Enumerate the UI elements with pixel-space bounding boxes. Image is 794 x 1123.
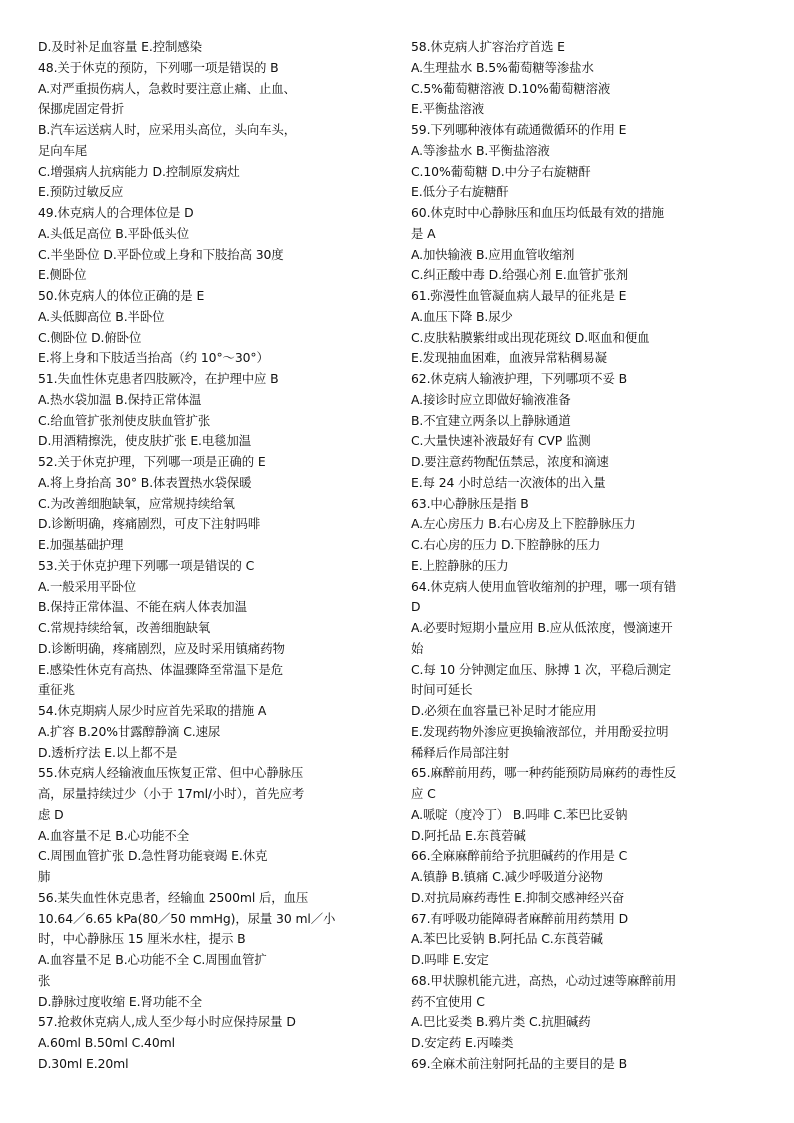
text-line: C.10%葡萄糖 D.中分子右旋糖酐 [411,163,591,179]
text-line: 58.休克病人扩容治疗首选 E [411,39,565,54]
text-line: 稀释后作局部注射 [411,744,510,760]
text-line: 10.64／6.65 kPa(80／50 mmHg)，尿量 30 ml／小 [38,910,336,926]
text-line: A.苯巴比妥钠 B.阿托品 C.东莨菪碱 [411,931,603,947]
text-line: 49.休克病人的合理体位是 D [38,205,194,220]
text-line: A.头低脚高位 B.半卧位 [38,308,165,324]
text-line: 53.关于休克护理下列哪一项是错误的 C [38,557,255,573]
text-line: 始 [411,640,424,656]
text-line: C.5%葡萄糖溶液 D.10%葡萄糖溶液 [411,80,611,96]
text-line: D.诊断明确，疼痛剧烈，可皮下注射吗啡 [38,516,261,532]
text-line: C.常规持续给氧，改善细胞缺氧 [38,620,211,635]
text-line: D.对抗局麻药毒性 E.抑制交感神经兴奋 [411,889,625,905]
text-line: 应 C [411,786,436,801]
text-line: C.皮肤粘膜紫绀或出现花斑纹 D.呕血和便血 [411,329,650,345]
text-line: A.等渗盐水 B.平衡盐溶液 [411,142,550,158]
text-line: D.诊断明确，疼痛剧烈，应及时采用镇痛药物 [38,640,285,656]
text-line: 药不宜使用 C [411,993,485,1009]
text-line: D.安定药 E.丙嗪类 [411,1035,514,1050]
text-line: A.加快输液 B.应用血管收缩剂 [411,246,575,262]
text-line: A.血容量不足 B.心功能不全 C.周围血管扩 [38,952,267,967]
text-line: 68.甲状腺机能亢进，高热，心动过速等麻醉前用 [411,972,677,988]
text-line: D.吗啡 E.安定 [411,952,489,967]
right-column [411,37,707,1075]
text-line: A.血容量不足 B.心功能不全 [38,827,189,843]
text-line: 65.麻醉前用药，哪一种药能预防局麻药的毒性反 [411,765,677,781]
text-line: C.纠正酸中毒 D.给强心剂 E.血管扩张剂 [411,267,628,283]
text-line: C.每 10 分钟测定血压、脉搏 1 次，平稳后测定 [411,661,672,677]
text-line: C.侧卧位 D.俯卧位 [38,329,142,345]
text-line: E.将上身和下肢适当抬高（约 10°～30°） [38,350,269,366]
text-line: D.要注意药物配伍禁忌，浓度和滴速 [411,454,609,469]
text-line: D [411,599,421,615]
text-line: 48.关于休克的预防，下列哪一项是错误的 B [38,59,279,75]
text-line: A.头低足高位 B.平卧低头位 [38,225,189,241]
text-line: 57.抢救休克病人,成人至少每小时应保持尿量 D [38,1014,296,1030]
text-line: E.发现药物外渗应更换输液部位，并用酚妥拉明 [411,723,669,739]
text-line: C.为改善细胞缺氧，应常规持续给氧 [38,495,235,511]
text-line: D.及时补足血容量 E.控制感染 [38,39,202,54]
text-line: D.用酒精擦洗，使皮肤扩张 E.电毯加温 [38,433,252,449]
text-line: 50.休克病人的体位正确的是 E [38,288,205,303]
text-line: C.增强病人抗病能力 D.控制原发病灶 [38,163,240,179]
text-line: 保挪虎固定骨折 [38,101,125,117]
text-line: 67.有呼吸功能障碍者麻醉前用药禁用 D [411,910,629,926]
left-column [38,37,334,1075]
text-line: A.对严重损伤病人，急救时要注意止痛、止血、 [38,80,296,96]
text-line: 重征兆 [38,682,75,698]
text-line: E.发现抽血困难，血液异常粘稠易凝 [411,350,607,366]
text-line: B.保持正常体温、不能在病人体表加温 [38,599,247,615]
text-line: 63.中心静脉压是指 B [411,495,529,511]
text-line: A.巴比妥类 B.鸦片类 C.抗胆碱药 [411,1014,591,1030]
text-line: A.将上身抬高 30° B.体表置热水袋保暖 [38,474,252,490]
text-line: 54.休克期病人尿少时应首先采取的措施 A [38,703,267,718]
text-line: A.生理盐水 B.5%葡萄糖等渗盐水 [411,59,594,75]
text-line: A.60ml B.50ml C.40ml [38,1035,175,1050]
text-line: B.汽车运送病人时，应采用头高位，头向车头， [38,122,297,137]
text-line: 52.关于休克护理，下列哪一项是正确的 E [38,454,266,469]
text-line: E.每 24 小时总结一次液体的出入量 [411,474,606,490]
text-line: 时间可延长 [411,682,473,698]
text-line: 肺 [38,869,51,884]
text-line: A.哌啶（度冷丁） B.吗啡 C.苯巴比妥钠 [411,806,628,822]
text-line: 64.休克病人使用血管收缩剂的护理，哪一项有错 [411,578,677,594]
text-line: E.低分子右旋糖酐 [411,184,509,200]
text-line: C.给血管扩张剂使皮肤血管扩张 [38,412,211,428]
text-line: 51.失血性休克患者四肢厥冷，在护理中应 B [38,371,279,386]
text-line: 55.休克病人经输液血压恢复正常、但中心静脉压 [38,765,304,781]
text-line: D.透析疗法 E.以上都不是 [38,744,178,760]
text-line: 张 [38,972,51,988]
text-line: 69.全麻术前注射阿托品的主要目的是 B [411,1055,628,1071]
text-line: A.热水袋加温 B.保持正常体温 [38,391,202,407]
text-line: C.右心房的压力 D.下腔静脉的压力 [411,537,601,552]
text-line: A.接诊时应立即做好输液准备 [411,391,571,407]
text-line: C.半坐卧位 D.平卧位或上身和下肢抬高 30度 [38,246,284,262]
text-line: A.左心房压力 B.右心房及上下腔静脉压力 [411,516,636,532]
text-line: A.镇静 B.镇痛 C.减少呼吸道分泌物 [411,869,603,884]
text-line: 60.休克时中心静脉压和血压均低最有效的措施 [411,205,664,220]
text-line: B.不宜建立两条以上静脉通道 [411,412,571,428]
text-line: C.大量快速补液最好有 CVP 监测 [411,433,591,449]
text-line: A.血压下降 B.尿少 [411,308,513,324]
text-line: E.感染性休克有高热、体温骤降至常温下是危 [38,661,284,677]
text-line: 时，中心静脉压 15 厘米水柱，提示 B [38,931,246,947]
text-line: A.一般采用平卧位 [38,578,137,594]
text-line: A.必要时短期小量应用 B.应从低浓度，慢滴速开 [411,620,673,635]
text-line: A.扩容 B.20%甘露醇静滴 C.速尿 [38,723,221,739]
text-line: D.静脉过度收缩 E.肾功能不全 [38,993,202,1009]
text-line: 62.休克病人输液护理，下列哪项不妥 B [411,371,628,386]
text-line: 66.全麻麻醉前给予抗胆碱药的作用是 C [411,848,628,864]
text-line: 高，尿量持续过少（小于 17ml/小时），首先应考 [38,786,305,801]
text-line: E.上腔静脉的压力 [411,557,509,573]
text-line: D.30ml E.20ml [38,1055,129,1071]
text-line: 是 A [411,225,436,241]
text-line: 56.某失血性休克患者，经输血 2500ml 后，血压 [38,889,309,905]
text-line: E.侧卧位 [38,267,87,283]
text-line: E.加强基础护理 [38,537,124,552]
text-line: E.预防过敏反应 [38,184,124,200]
text-line: E.平衡盐溶液 [411,101,485,117]
text-line: 足向车尾 [38,142,88,158]
text-line: C.周围血管扩张 D.急性肾功能衰竭 E.休克 [38,848,268,864]
text-line: 虑 D [38,806,64,822]
text-line: 59.下列哪种液体有疏通微循环的作用 E [411,122,627,137]
text-line: D.阿托品 E.东莨菪碱 [411,827,526,843]
text-line: 61.弥漫性血管凝血病人最早的征兆是 E [411,288,627,303]
text-line: D.必须在血容量已补足时才能应用 [411,703,597,718]
